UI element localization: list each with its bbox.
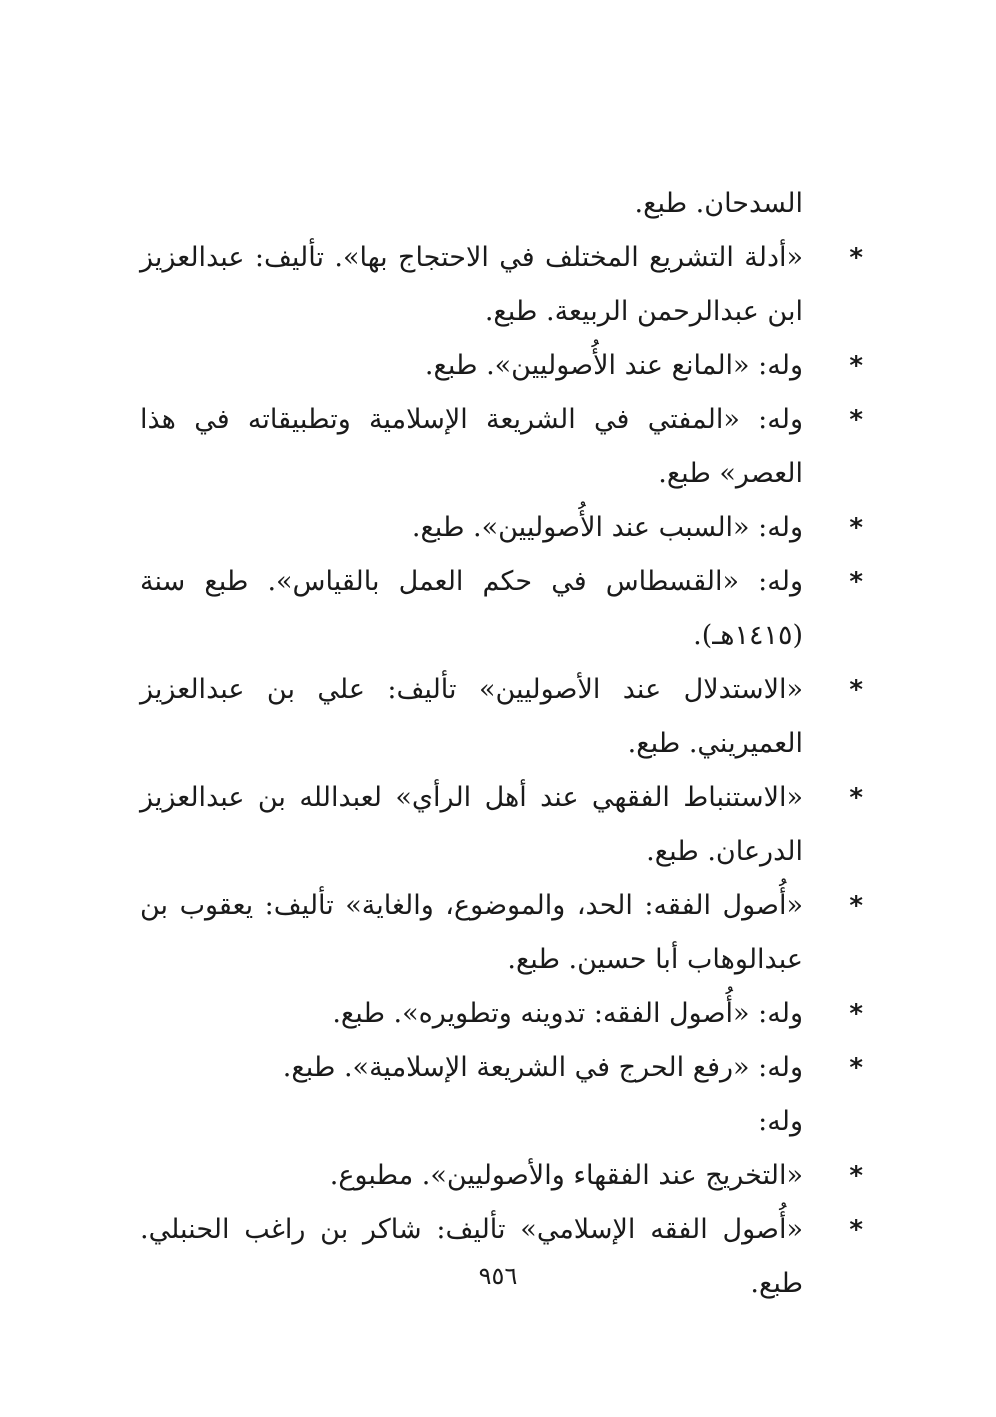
list-item	[140, 555, 875, 663]
list-item	[140, 1203, 875, 1311]
list-item	[140, 339, 875, 393]
entry-text: وله: «القسطاس في حكم العمل بالقياس». طبع سنة (١٤١٥هـ).	[140, 566, 803, 651]
asterisk-bullet-icon: *	[849, 351, 863, 381]
entry-text: «التخريج عند الفقهاء والأصوليين». مطبوع.	[329, 1160, 803, 1191]
entry-text: وله: «أُصول الفقه: تدوينه وتطويره». طبع.	[332, 998, 803, 1029]
list-item	[140, 231, 875, 339]
entry-text: وله: «رفع الحرج في الشريعة الإسلامية». طبع.	[282, 1052, 803, 1083]
asterisk-bullet-icon: *	[849, 675, 863, 705]
list-item	[140, 1149, 875, 1203]
entry-text: «أُصول الفقه الإسلامي» تأليف: شاكر بن راغب الحنبلي. طبع.	[140, 1214, 803, 1299]
entry-text: وله:	[758, 1106, 803, 1137]
entry-text: «الاستدلال عند الأصوليين» تأليف: علي بن عبدالعزيز العميريني. طبع.	[140, 674, 803, 759]
entry-text: «أُصول الفقه: الحد، والموضوع، والغاية» تأليف: يعقوب بن عبدالوهاب أبا حسين. طبع.	[140, 890, 803, 975]
asterisk-bullet-icon: *	[849, 1053, 863, 1083]
list-item	[140, 393, 875, 501]
entry-text: وله: «المفتي في الشريعة الإسلامية وتطبيقاته في هذا العصر» طبع.	[140, 404, 803, 489]
bibliography-list	[140, 177, 875, 1311]
list-item	[140, 501, 875, 555]
list-item	[140, 987, 875, 1041]
asterisk-bullet-icon: *	[849, 891, 863, 921]
list-item	[140, 1041, 875, 1095]
asterisk-bullet-icon: *	[849, 1161, 863, 1191]
list-item	[140, 1095, 875, 1149]
asterisk-bullet-icon: *	[849, 783, 863, 813]
list-item	[140, 663, 875, 771]
asterisk-bullet-icon: *	[849, 999, 863, 1029]
entry-text: «الاستنباط الفقهي عند أهل الرأي» لعبدالله بن عبدالعزيز الدرعان. طبع.	[140, 782, 803, 867]
asterisk-bullet-icon: *	[849, 567, 863, 597]
asterisk-bullet-icon: *	[849, 513, 863, 543]
list-item	[140, 879, 875, 987]
asterisk-bullet-icon: *	[849, 243, 863, 273]
page-number: ٩٥٦	[478, 1262, 518, 1290]
list-item	[140, 177, 875, 231]
entry-text: السدحان. طبع.	[634, 188, 803, 219]
list-item	[140, 771, 875, 879]
entry-text: وله: «السبب عند الأُصوليين». طبع.	[411, 512, 803, 543]
entry-text: وله: «المانع عند الأُصوليين». طبع.	[424, 350, 803, 381]
entry-text: «أدلة التشريع المختلف في الاحتجاج بها». تأليف: عبدالعزيز ابن عبدالرحمن الربيعة. طبع.	[140, 242, 803, 327]
asterisk-bullet-icon: *	[849, 1215, 863, 1245]
asterisk-bullet-icon: *	[849, 405, 863, 435]
